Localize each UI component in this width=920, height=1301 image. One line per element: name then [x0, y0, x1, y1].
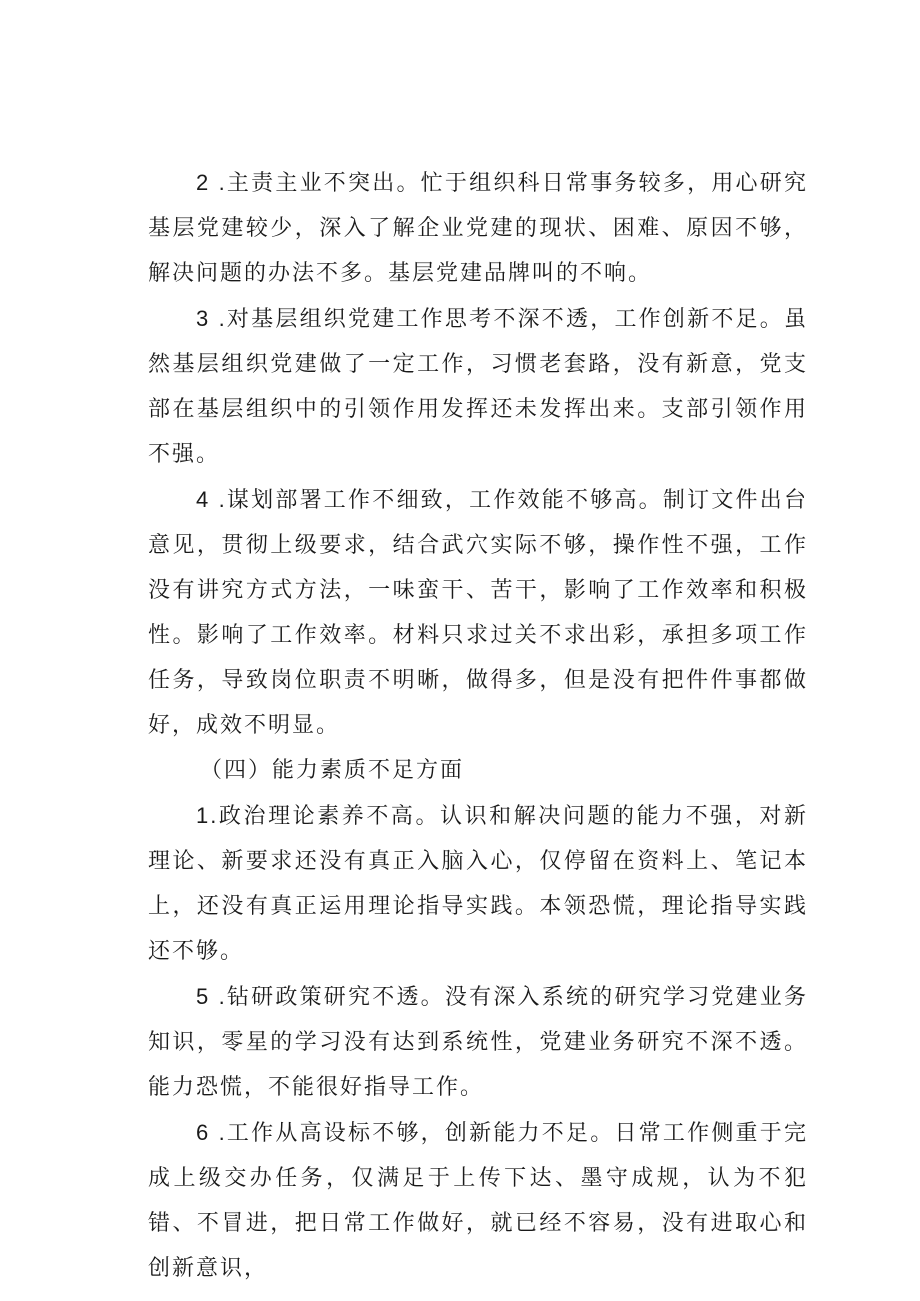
paragraph-item-1 — [148, 793, 808, 974]
paragraph-text: 钻研政策研究不透。没有深入系统的研究学习党建业务知识，零星的学习没有达到系统性，党建业务研究不深不透。能力恐慌，不能很好指导工作。 — [148, 985, 808, 1100]
paragraph-number: 2 . — [196, 170, 227, 195]
paragraph-item-3 — [148, 296, 808, 477]
paragraph-number: 3 . — [196, 306, 227, 331]
paragraph-item-6 — [148, 1110, 808, 1291]
paragraph-item-5 — [148, 974, 808, 1110]
paragraph-text: 政治理论素养不高。认识和解决问题的能力不强，对新理论、新要求还没有真正入脑入心，仅停留在资料上、笔记本上，还没有真正运用理论指导实践。本领恐慌，理论指导实践还不够。 — [148, 804, 808, 964]
paragraph-item-2 — [148, 160, 808, 296]
paragraph-number: 1. — [196, 803, 219, 828]
paragraph-number: 6 . — [196, 1120, 227, 1145]
document-body — [148, 160, 808, 1291]
paragraph-item-4 — [148, 477, 808, 748]
paragraph-number: 4 . — [196, 487, 227, 512]
section-heading-text: （四）能力素质不足方面 — [200, 758, 465, 783]
paragraph-text: 谋划部署工作不细致，工作效能不够高。制订文件出台意见，贯彻上级要求，结合武穴实际不够，操作性不强，工作没有讲究方式方法，一味蛮干、苦干，影响了工作效率和积极性。影响了工作效率。材料只求过关不求出彩，承担多项工作任务，导致岗位职责不明晰，做得多，但是没有把件件事都做好，成效不明显。 — [148, 488, 808, 738]
section-heading — [148, 748, 808, 793]
paragraph-text: 主责主业不突出。忙于组织科日常事务较多，用心研究基层党建较少，深入了解企业党建的现状、困难、原因不够，解决问题的办法不多。基层党建品牌叫的不响。 — [148, 171, 808, 286]
paragraph-text: 对基层组织党建工作思考不深不透，工作创新不足。虽然基层组织党建做了一定工作，习惯老套路，没有新意，党支部在基层组织中的引领作用发挥还未发挥出来。支部引领作用不强。 — [148, 307, 808, 467]
paragraph-number: 5 . — [196, 984, 227, 1009]
paragraph-text: 工作从高设标不够，创新能力不足。日常工作侧重于完成上级交办任务，仅满足于上传下达、墨守成规，认为不犯错、不冒进，把日常工作做好，就已经不容易，没有进取心和创新意识， — [148, 1121, 808, 1281]
